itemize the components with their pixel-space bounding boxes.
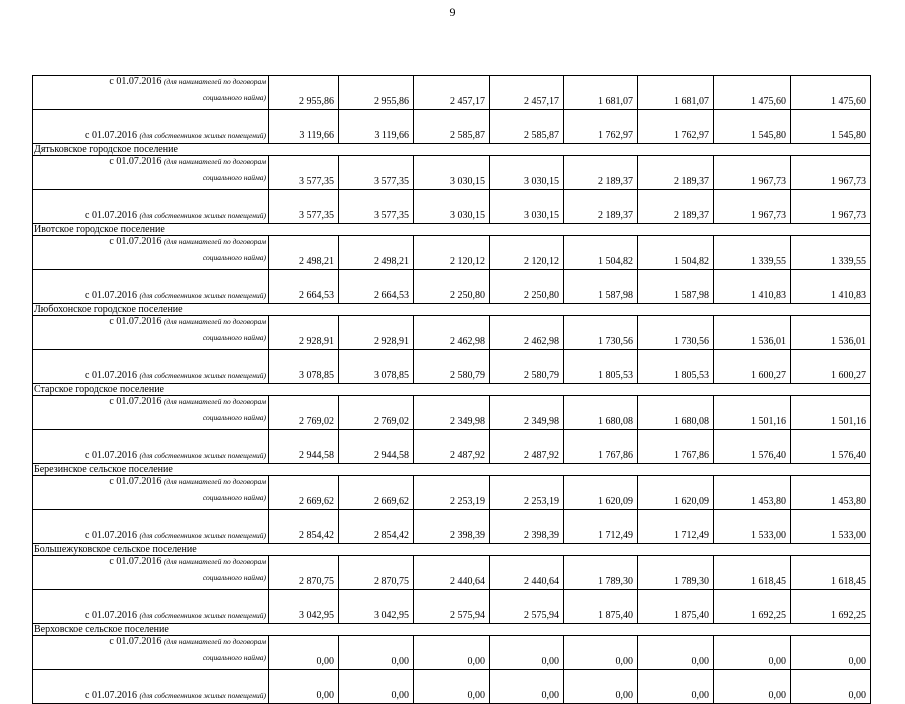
value-cell: 3 030,15 xyxy=(414,156,490,190)
owner-note: (для собственников жилых помещений) xyxy=(139,611,266,620)
value-cell: 0,00 xyxy=(564,670,638,704)
tenant-row-label xyxy=(33,396,269,430)
date-label: с 01.07.2016 xyxy=(85,370,137,381)
value-cell: 2 585,87 xyxy=(414,110,490,144)
value-cell: 3 119,66 xyxy=(339,110,414,144)
value-cell: 1 410,83 xyxy=(791,270,871,304)
settlement-name: Дятьковское городское поселение xyxy=(33,144,871,156)
value-cell: 2 944,58 xyxy=(269,430,339,464)
owner-row xyxy=(33,670,871,704)
tenant-row xyxy=(33,556,871,590)
value-cell: 1 620,09 xyxy=(638,476,714,510)
date-label: с 01.07.2016 xyxy=(85,130,137,141)
value-cell: 2 585,87 xyxy=(490,110,564,144)
owner-note: (для собственников жилых помещений) xyxy=(139,691,266,700)
owner-row xyxy=(33,270,871,304)
value-cell: 2 189,37 xyxy=(638,156,714,190)
value-cell: 2 349,98 xyxy=(414,396,490,430)
value-cell: 2 854,42 xyxy=(339,510,414,544)
tenant-note-b: социального найма) xyxy=(202,493,266,502)
value-cell: 2 457,17 xyxy=(490,76,564,110)
value-cell: 1 587,98 xyxy=(564,270,638,304)
value-cell: 3 078,85 xyxy=(339,350,414,384)
value-cell: 2 580,79 xyxy=(490,350,564,384)
value-cell: 2 575,94 xyxy=(490,590,564,624)
owner-note: (для собственников жилых помещений) xyxy=(139,131,266,140)
tenant-note-a: (для нанимателей по договорам xyxy=(163,77,266,86)
value-cell: 1 789,30 xyxy=(638,556,714,590)
tenant-row-label xyxy=(33,476,269,510)
value-cell: 1 618,45 xyxy=(791,556,871,590)
value-cell: 2 498,21 xyxy=(269,236,339,270)
value-cell: 1 712,49 xyxy=(638,510,714,544)
owner-note: (для собственников жилых помещений) xyxy=(139,531,266,540)
value-cell: 1 730,56 xyxy=(564,316,638,350)
value-cell: 2 189,37 xyxy=(564,156,638,190)
value-cell: 2 457,17 xyxy=(414,76,490,110)
value-cell: 0,00 xyxy=(414,636,490,670)
value-cell: 2 253,19 xyxy=(414,476,490,510)
tenant-row xyxy=(33,476,871,510)
value-cell: 3 577,35 xyxy=(269,190,339,224)
value-cell: 1 453,80 xyxy=(791,476,871,510)
section-header-row xyxy=(33,384,871,396)
owner-row-label xyxy=(33,110,269,144)
value-cell: 2 440,64 xyxy=(414,556,490,590)
owner-note: (для собственников жилых помещений) xyxy=(139,451,266,460)
value-cell: 1 533,00 xyxy=(714,510,791,544)
owner-row-label xyxy=(33,430,269,464)
value-cell: 1 410,83 xyxy=(714,270,791,304)
tenant-row-label xyxy=(33,236,269,270)
value-cell: 2 669,62 xyxy=(339,476,414,510)
owner-note: (для собственников жилых помещений) xyxy=(139,371,266,380)
tenant-row xyxy=(33,236,871,270)
value-cell: 1 681,07 xyxy=(638,76,714,110)
value-cell: 2 769,02 xyxy=(269,396,339,430)
value-cell: 1 620,09 xyxy=(564,476,638,510)
value-cell: 1 712,49 xyxy=(564,510,638,544)
value-cell: 1 587,98 xyxy=(638,270,714,304)
date-label: с 01.07.2016 xyxy=(85,210,137,221)
value-cell: 3 577,35 xyxy=(339,190,414,224)
owner-note: (для собственников жилых помещений) xyxy=(139,291,266,300)
value-cell: 1 545,80 xyxy=(714,110,791,144)
value-cell: 1 789,30 xyxy=(564,556,638,590)
value-cell: 2 120,12 xyxy=(490,236,564,270)
date-label: с 01.07.2016 xyxy=(109,556,162,567)
value-cell: 0,00 xyxy=(339,670,414,704)
value-cell: 0,00 xyxy=(791,670,871,704)
value-cell: 3 030,15 xyxy=(490,156,564,190)
tenant-row-label xyxy=(33,76,269,110)
value-cell: 2 928,91 xyxy=(269,316,339,350)
value-cell: 1 692,25 xyxy=(714,590,791,624)
tenant-note-a: (для нанимателей по договорам xyxy=(163,317,266,326)
value-cell: 1 767,86 xyxy=(638,430,714,464)
owner-row-label xyxy=(33,350,269,384)
value-cell: 0,00 xyxy=(564,636,638,670)
value-cell: 2 664,53 xyxy=(339,270,414,304)
value-cell: 1 680,08 xyxy=(564,396,638,430)
date-label: с 01.07.2016 xyxy=(85,290,137,301)
value-cell: 1 536,01 xyxy=(791,316,871,350)
tenant-note-b: социального найма) xyxy=(202,413,266,422)
owner-row xyxy=(33,510,871,544)
date-label: с 01.07.2016 xyxy=(85,610,137,621)
date-label: с 01.07.2016 xyxy=(109,636,162,647)
date-label: с 01.07.2016 xyxy=(109,236,162,247)
tenant-note-a: (для нанимателей по договорам xyxy=(163,157,266,166)
value-cell: 3 577,35 xyxy=(269,156,339,190)
owner-row xyxy=(33,430,871,464)
value-cell: 0,00 xyxy=(791,636,871,670)
value-cell: 2 487,92 xyxy=(490,430,564,464)
value-cell: 1 805,53 xyxy=(564,350,638,384)
value-cell: 1 475,60 xyxy=(714,76,791,110)
value-cell: 0,00 xyxy=(490,670,564,704)
date-label: с 01.07.2016 xyxy=(85,530,137,541)
value-cell: 0,00 xyxy=(269,670,339,704)
value-cell: 2 498,21 xyxy=(339,236,414,270)
value-cell: 1 501,16 xyxy=(791,396,871,430)
tenant-note-b: социального найма) xyxy=(202,93,266,102)
date-label: с 01.07.2016 xyxy=(109,396,162,407)
page-number: 9 xyxy=(449,5,456,19)
value-cell: 1 967,73 xyxy=(791,156,871,190)
owner-row-label xyxy=(33,670,269,704)
owner-row xyxy=(33,110,871,144)
value-cell: 2 398,39 xyxy=(414,510,490,544)
date-label: с 01.07.2016 xyxy=(109,76,162,87)
date-label: с 01.07.2016 xyxy=(85,690,137,701)
tenant-row xyxy=(33,316,871,350)
value-cell: 1 533,00 xyxy=(791,510,871,544)
settlement-name: Ивотское городское поселение xyxy=(33,224,871,236)
section-header-row xyxy=(33,544,871,556)
tenant-note-a: (для нанимателей по договорам xyxy=(163,477,266,486)
tenant-note-a: (для нанимателей по договорам xyxy=(163,637,266,646)
value-cell: 1 805,53 xyxy=(638,350,714,384)
value-cell: 0,00 xyxy=(638,670,714,704)
date-label: с 01.07.2016 xyxy=(109,156,162,167)
date-label: с 01.07.2016 xyxy=(109,316,162,327)
value-cell: 0,00 xyxy=(269,636,339,670)
owner-row-label xyxy=(33,510,269,544)
value-cell: 2 575,94 xyxy=(414,590,490,624)
date-label: с 01.07.2016 xyxy=(109,476,162,487)
tenant-note-b: социального найма) xyxy=(202,253,266,262)
value-cell: 1 875,40 xyxy=(564,590,638,624)
value-cell: 1 762,97 xyxy=(638,110,714,144)
value-cell: 3 078,85 xyxy=(269,350,339,384)
value-cell: 1 339,55 xyxy=(791,236,871,270)
value-cell: 2 580,79 xyxy=(414,350,490,384)
value-cell: 2 955,86 xyxy=(269,76,339,110)
value-cell: 2 189,37 xyxy=(564,190,638,224)
tenant-row xyxy=(33,636,871,670)
section-header-row xyxy=(33,464,871,476)
value-cell: 0,00 xyxy=(339,636,414,670)
value-cell: 3 119,66 xyxy=(269,110,339,144)
value-cell: 1 730,56 xyxy=(638,316,714,350)
value-cell: 1 501,16 xyxy=(714,396,791,430)
value-cell: 1 967,73 xyxy=(791,190,871,224)
value-cell: 2 398,39 xyxy=(490,510,564,544)
value-cell: 1 504,82 xyxy=(638,236,714,270)
owner-row xyxy=(33,590,871,624)
settlement-name: Верховское сельское поселение xyxy=(33,624,871,636)
value-cell: 1 875,40 xyxy=(638,590,714,624)
value-cell: 0,00 xyxy=(714,636,791,670)
value-cell: 1 475,60 xyxy=(791,76,871,110)
owner-row-label xyxy=(33,590,269,624)
value-cell: 2 120,12 xyxy=(414,236,490,270)
date-label: с 01.07.2016 xyxy=(85,450,137,461)
tenant-note-a: (для нанимателей по договорам xyxy=(163,557,266,566)
value-cell: 2 253,19 xyxy=(490,476,564,510)
tenant-row xyxy=(33,76,871,110)
settlement-name: Березинское сельское поселение xyxy=(33,464,871,476)
value-cell: 2 669,62 xyxy=(269,476,339,510)
section-header-row xyxy=(33,144,871,156)
owner-row-label xyxy=(33,270,269,304)
settlement-name: Старское городское поселение xyxy=(33,384,871,396)
tenant-row xyxy=(33,396,871,430)
value-cell: 3 030,15 xyxy=(414,190,490,224)
value-cell: 3 030,15 xyxy=(490,190,564,224)
value-cell: 0,00 xyxy=(490,636,564,670)
value-cell: 1 767,86 xyxy=(564,430,638,464)
value-cell: 1 967,73 xyxy=(714,156,791,190)
value-cell: 1 692,25 xyxy=(791,590,871,624)
settlement-name: Большежуковское сельское поселение xyxy=(33,544,871,556)
value-cell: 1 967,73 xyxy=(714,190,791,224)
section-header-row xyxy=(33,624,871,636)
value-cell: 2 664,53 xyxy=(269,270,339,304)
value-cell: 2 928,91 xyxy=(339,316,414,350)
settlement-name: Любохонское городское поселение xyxy=(33,304,871,316)
owner-row xyxy=(33,190,871,224)
value-cell: 0,00 xyxy=(714,670,791,704)
tariff-table xyxy=(32,75,871,704)
value-cell: 2 487,92 xyxy=(414,430,490,464)
tenant-row-label xyxy=(33,316,269,350)
value-cell: 1 545,80 xyxy=(791,110,871,144)
value-cell: 1 618,45 xyxy=(714,556,791,590)
tenant-row-label xyxy=(33,636,269,670)
value-cell: 3 042,95 xyxy=(339,590,414,624)
value-cell: 2 944,58 xyxy=(339,430,414,464)
value-cell: 3 577,35 xyxy=(339,156,414,190)
tenant-row xyxy=(33,156,871,190)
tenant-note-b: социального найма) xyxy=(202,653,266,662)
value-cell: 2 870,75 xyxy=(269,556,339,590)
value-cell: 2 250,80 xyxy=(414,270,490,304)
value-cell: 1 681,07 xyxy=(564,76,638,110)
value-cell: 2 349,98 xyxy=(490,396,564,430)
section-header-row xyxy=(33,224,871,236)
value-cell: 1 600,27 xyxy=(714,350,791,384)
value-cell: 2 250,80 xyxy=(490,270,564,304)
tenant-note-a: (для нанимателей по договорам xyxy=(163,397,266,406)
value-cell: 2 440,64 xyxy=(490,556,564,590)
value-cell: 2 870,75 xyxy=(339,556,414,590)
owner-row xyxy=(33,350,871,384)
value-cell: 1 600,27 xyxy=(791,350,871,384)
value-cell: 3 042,95 xyxy=(269,590,339,624)
owner-note: (для собственников жилых помещений) xyxy=(139,211,266,220)
value-cell: 2 955,86 xyxy=(339,76,414,110)
value-cell: 2 189,37 xyxy=(638,190,714,224)
value-cell: 1 762,97 xyxy=(564,110,638,144)
value-cell: 2 769,02 xyxy=(339,396,414,430)
value-cell: 1 576,40 xyxy=(791,430,871,464)
tenant-row-label xyxy=(33,156,269,190)
tenant-note-a: (для нанимателей по договорам xyxy=(163,237,266,246)
tenant-note-b: социального найма) xyxy=(202,173,266,182)
value-cell: 1 453,80 xyxy=(714,476,791,510)
tenant-note-b: социального найма) xyxy=(202,573,266,582)
value-cell: 1 680,08 xyxy=(638,396,714,430)
value-cell: 0,00 xyxy=(414,670,490,704)
section-header-row xyxy=(33,304,871,316)
owner-row-label xyxy=(33,190,269,224)
tenant-note-b: социального найма) xyxy=(202,333,266,342)
value-cell: 0,00 xyxy=(638,636,714,670)
value-cell: 1 504,82 xyxy=(564,236,638,270)
tenant-row-label xyxy=(33,556,269,590)
value-cell: 2 854,42 xyxy=(269,510,339,544)
value-cell: 2 462,98 xyxy=(414,316,490,350)
value-cell: 1 339,55 xyxy=(714,236,791,270)
value-cell: 1 536,01 xyxy=(714,316,791,350)
value-cell: 2 462,98 xyxy=(490,316,564,350)
value-cell: 1 576,40 xyxy=(714,430,791,464)
